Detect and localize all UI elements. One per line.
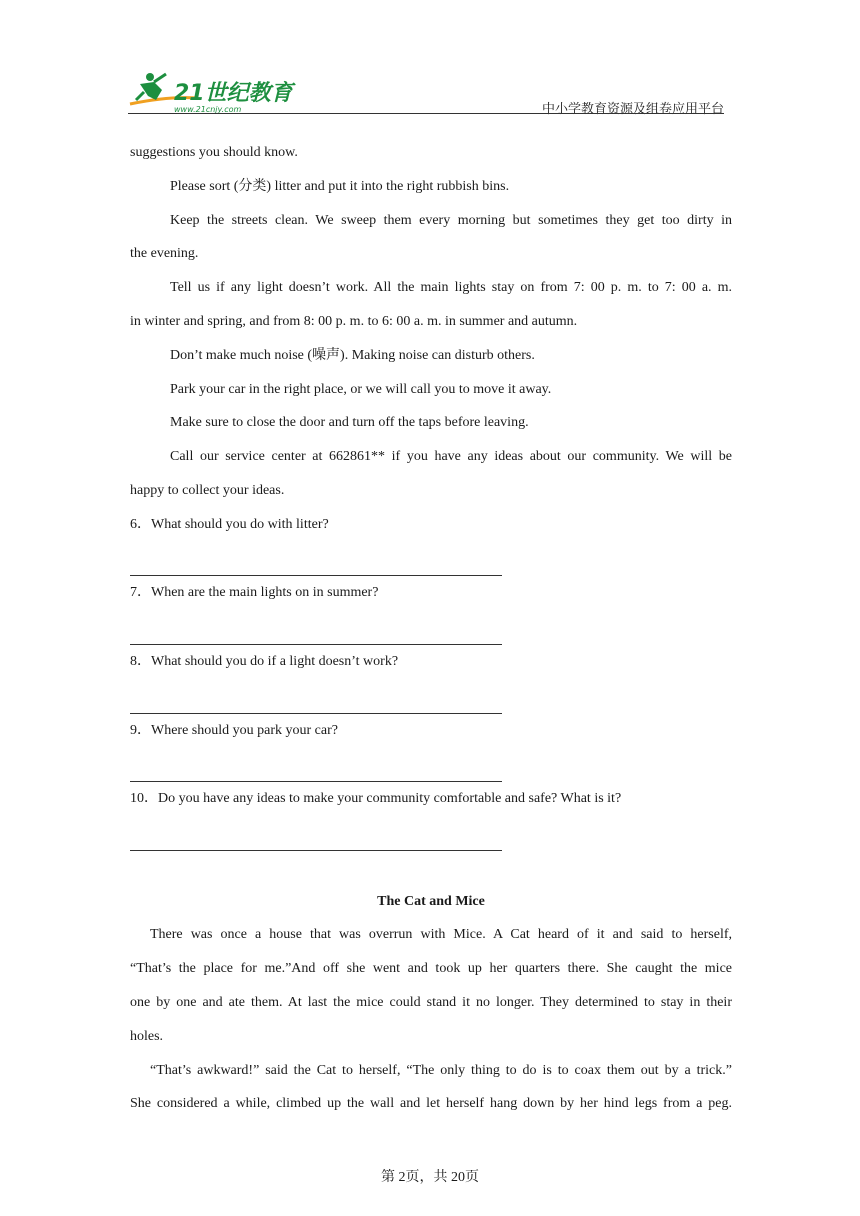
passage1-line-4: the evening.: [130, 246, 199, 262]
svg-text:21世纪教育: 21世纪教育: [174, 81, 293, 106]
page-header: [128, 68, 724, 116]
passage2-line-2: “That’s the place for me.”And off she went and took up her quarters there. She caught the mice: [130, 961, 732, 977]
answer-line-7[interactable]: [130, 610, 502, 645]
question-8: 8．What should you do if a light doesn’t work?: [130, 653, 399, 669]
question-9: 9．Where should you park your car?: [130, 722, 338, 738]
passage1-line-1: suggestions you should know.: [130, 145, 298, 160]
answer-line-6[interactable]: [130, 542, 502, 577]
page-footer: 第 2页，共 20页: [381, 1170, 479, 1185]
passage1-line-10: Call our service center at 662861** if you have any ideas about our community. We will be: [170, 449, 732, 465]
page-content: [130, 136, 732, 1121]
answer-line-8[interactable]: [130, 679, 502, 714]
passage1-line-5: Tell us if any light doesn’t work. All the main lights stay on from 7: 00 p. m. to 7: 00 a. m.: [170, 280, 732, 296]
answer-line-9[interactable]: [130, 747, 502, 782]
header-rule: [128, 113, 724, 114]
passage1-line-9: Make sure to close the door and turn off the taps before leaving.: [170, 415, 529, 431]
21cnjy-logo: [128, 70, 298, 114]
passage2-line-4: holes.: [130, 1028, 164, 1044]
passage1-line-2: Please sort (分类) litter and put it into the right rubbish bins.: [170, 178, 510, 194]
passage1-line-3: Keep the streets clean. We sweep them every morning but sometimes they get too dirty in: [170, 212, 732, 228]
passage1-line-8: Park your car in the right place, or we will call you to move it away.: [170, 381, 552, 397]
question-10: 10．Do you have any ideas to make your community comfortable and safe? What is it?: [130, 791, 622, 807]
section-gap: [130, 851, 732, 885]
passage2-line-5: “That’s awkward!” said the Cat to herself, “The only thing to do is to coax them out by a trick.”: [150, 1062, 732, 1078]
passage1-line-11: happy to collect your ideas.: [130, 482, 285, 498]
answer-line-10[interactable]: [130, 816, 502, 851]
svg-text:www.21cnjy.com: www.21cnjy.com: [174, 105, 242, 114]
question-7: 7．When are the main lights on in summer?: [130, 585, 379, 601]
passage2-title: The Cat and Mice: [377, 893, 485, 909]
passage1-line-6: in winter and spring, and from 8: 00 p. m. to 6: 00 a. m. in summer and autumn.: [130, 313, 578, 329]
passage2-line-6: She considered a while, climbed up the wall and let herself hang down by her hind legs from a peg.: [130, 1096, 732, 1112]
header-platform-label: 中小学教育资源及组卷应用平台: [541, 101, 724, 116]
passage2-line-3: one by one and ate them. At last the mice could stand it no longer. They determined to stay in their: [130, 994, 732, 1010]
passage2-line-1: There was once a house that was overrun with Mice. A Cat heard of it and said to herself,: [150, 927, 732, 943]
question-6: 6．What should you do with litter?: [130, 516, 329, 532]
passage1-line-7: Don’t make much noise (噪声). Making noise can disturb others.: [170, 347, 535, 363]
